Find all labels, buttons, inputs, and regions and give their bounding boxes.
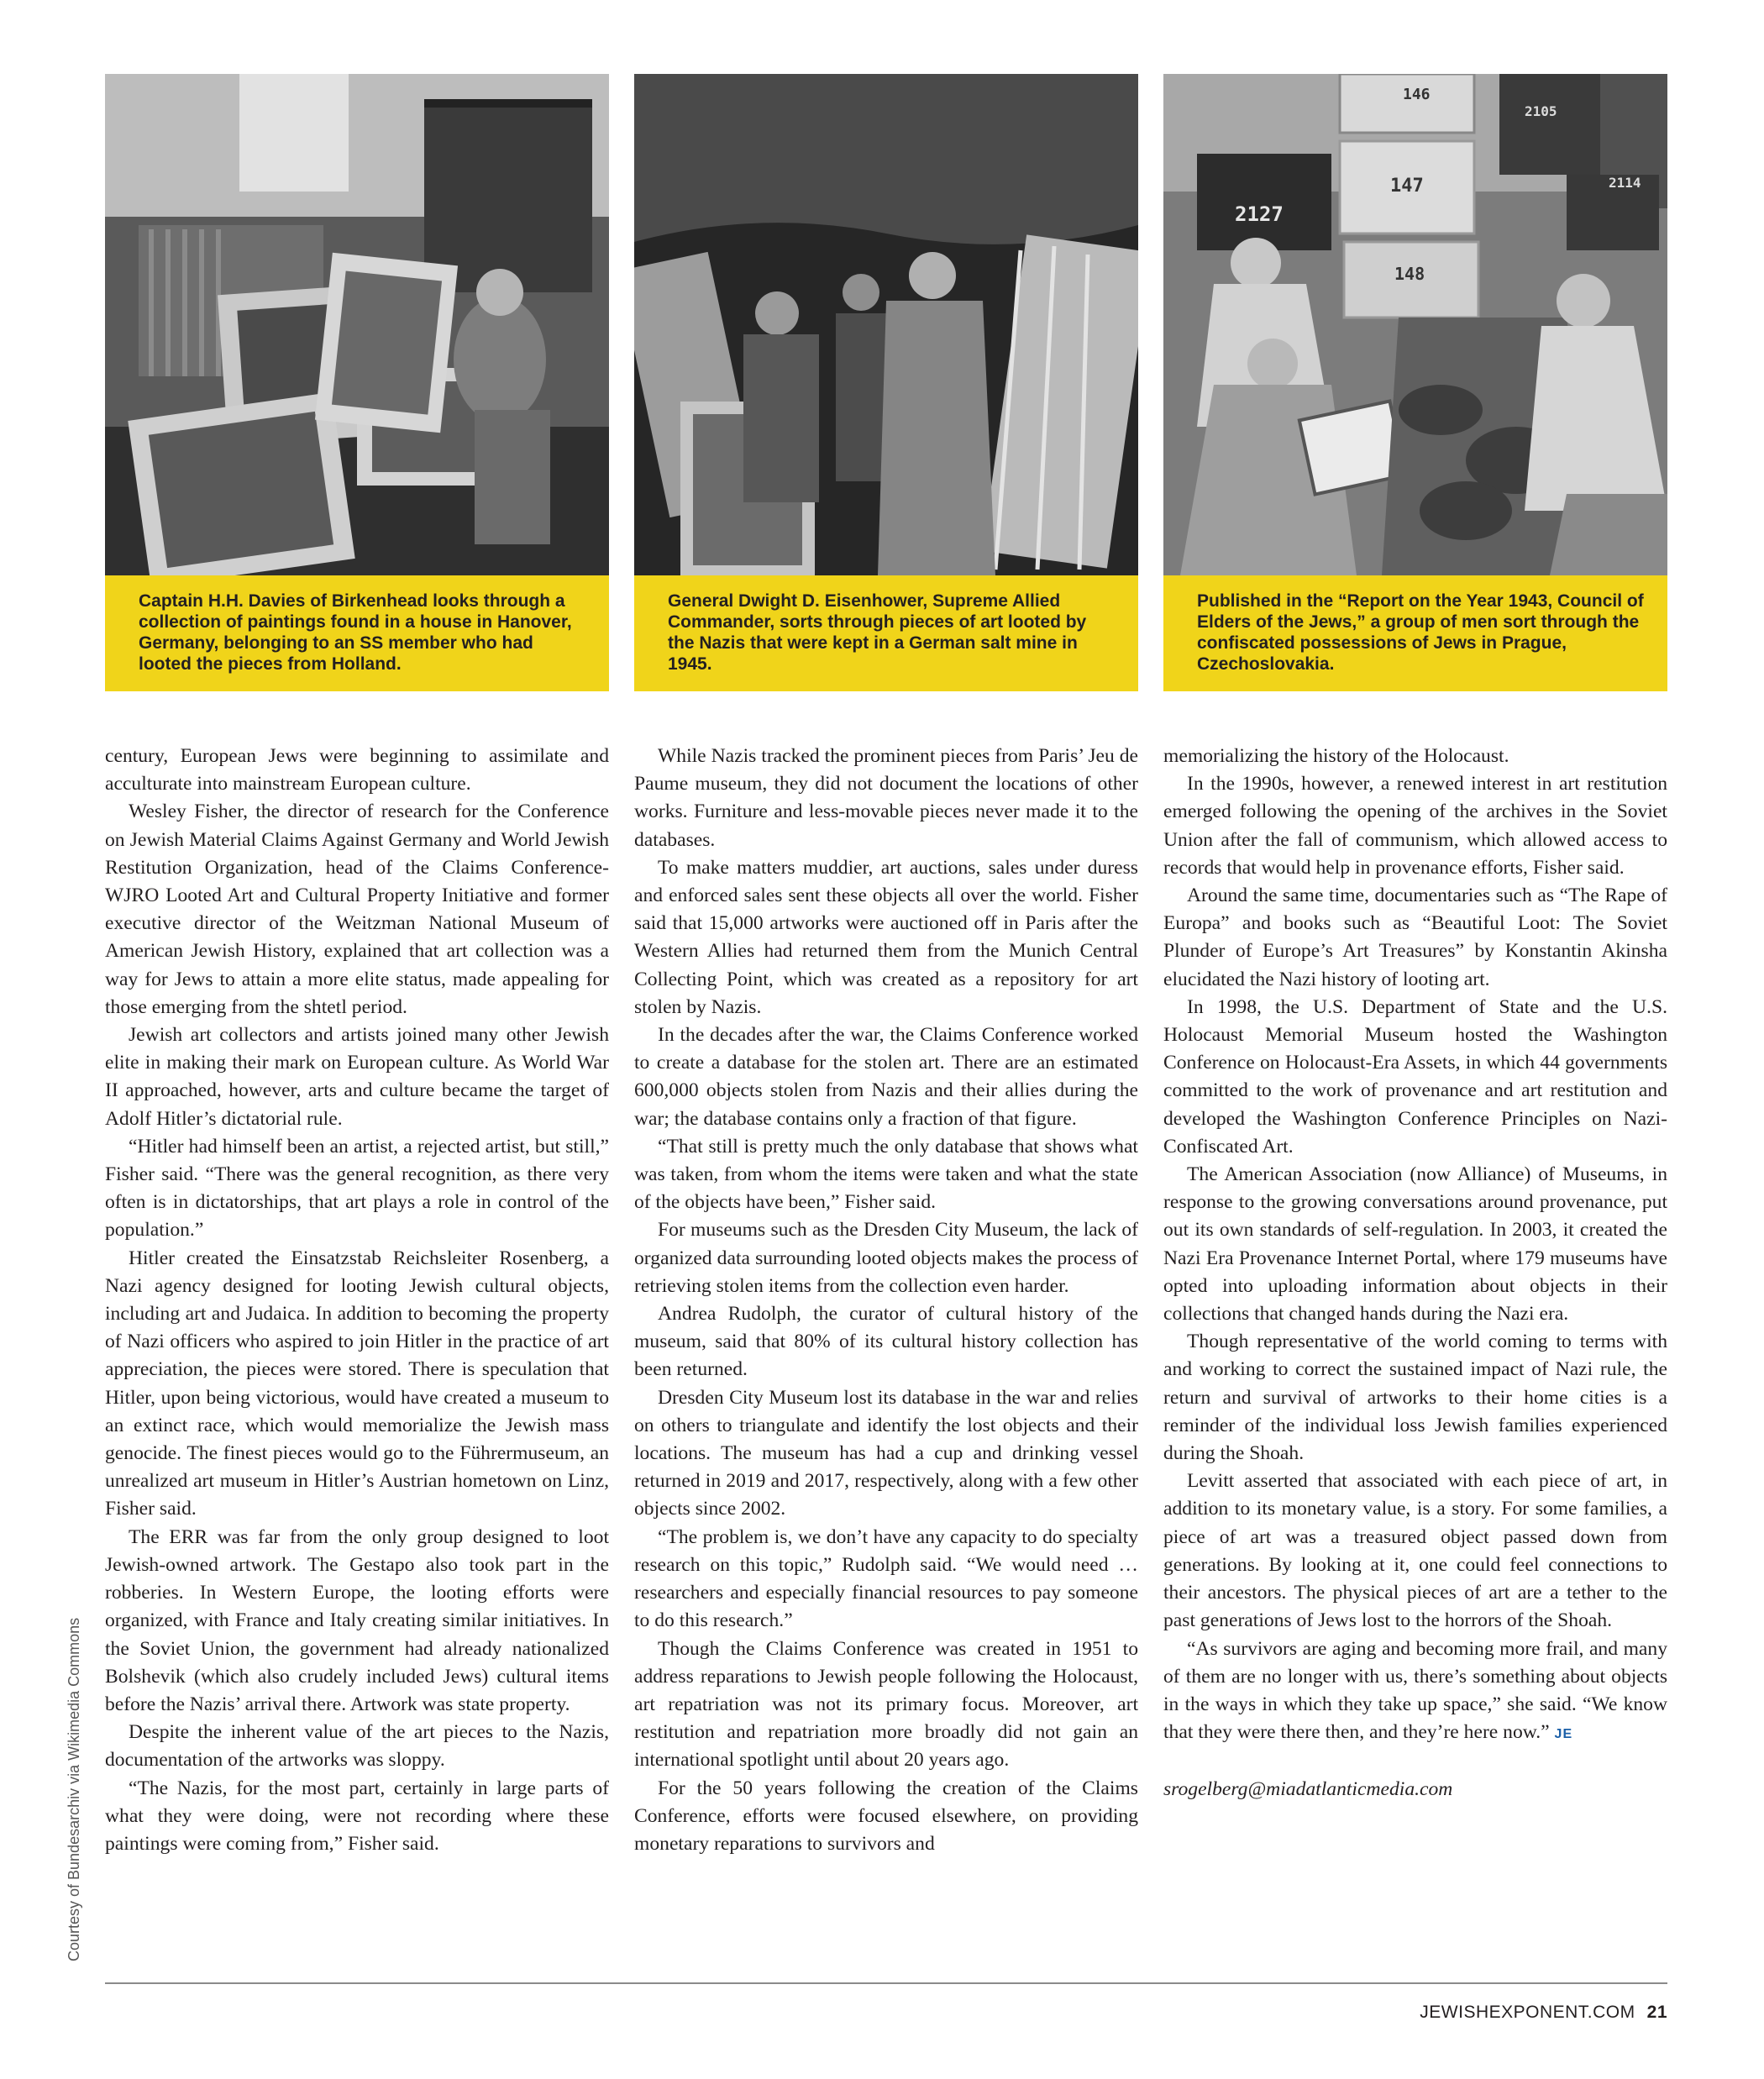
photo-3 <box>1163 74 1667 691</box>
paragraph: In the 1990s, however, a renewed interest in art restitution emerged following the opening of the archives in the Soviet Union after the fall of communism, which allowed access to records that would help in provenance efforts, Fisher said. <box>1163 773 1667 879</box>
paragraph: In 1998, the U.S. Department of State and the U.S. Holocaust Memorial Museum hosted the Washington Conference on Holocaust-Era Assets, in which 44 governments committed to the work of provenance and art restitution and developed the Washington Conference Principles on Nazi-Confiscated Art. <box>1163 995 1667 1158</box>
salt-mine-photo <box>634 74 1138 575</box>
paragraph: While Nazis tracked the prominent pieces from Paris’ Jeu de Paume museum, they did not document the locations of other works. Furniture and less-movable pieces never made it to the databases. <box>634 745 1138 851</box>
column-3 <box>1163 743 1667 1952</box>
paragraph: “The Nazis, for the most part, certainly in large parts of what they were doing, were not recording where these paintings were coming from,” Fisher said. <box>105 1777 609 1855</box>
paragraph: For the 50 years following the creation of the Claims Conference, efforts were focused elsewhere, on providing monetary reparations to survivors and <box>634 1777 1138 1855</box>
photo-credit: Courtesy of Bundesarchiv via Wikimedia Commons <box>66 1617 82 1961</box>
column-2 <box>634 743 1138 1952</box>
paragraph: “Hitler had himself been an artist, a rejected artist, but still,” Fisher said. “There was the general recognition, as there very often is in dictatorships, that art plays a role in control of the population.” <box>105 1135 609 1242</box>
photo-2 <box>634 74 1138 691</box>
last-paragraph <box>1163 1635 1667 1749</box>
photo-1 <box>105 74 609 691</box>
paragraph: In the decades after the war, the Claims Conference worked to create a database for the stolen art. There are an estimated 600,000 objects stolen from Nazis and their allies during the war; the database contains only a fraction of that figure. <box>634 1024 1138 1130</box>
paragraph: “The problem is, we don’t have any capacity to do specialty research on this topic,” Rudolph said. “We would need … researchers and especially financial resources to pay someone to do this research.” <box>634 1525 1138 1632</box>
paragraph: The American Association (now Alliance) of Museums, in response to the growing conversations around provenance, put out its own standards of self-regulation. In 2003, it created the Nazi Era Provenance Internet Portal, where 179 museums have opted into uploading information about objects in their collections that changed hands during the Nazi era. <box>1163 1163 1667 1326</box>
paragraph: Hitler created the Einsatzstab Reichsleiter Rosenberg, a Nazi agency designed for looting Jewish cultural objects, including art and Judaica. In addition to becoming the property of Nazi officers who aspired to join Hitler in the practice of art appreciation, the pieces were stored. There is speculation that Hitler, upon being victorious, would have created a museum to an extinct race, which would memorialize the Jewish mass genocide. The finest pieces would go to the Führermuseum, an unrealized art museum in Hitler’s Austrian hometown on Linz, Fisher said. <box>105 1247 609 1520</box>
crate-number: 2127 <box>1235 202 1284 226</box>
paragraph: Though representative of the world coming to terms with and working to correct the sustained impact of Nazi rule, the return and survival of artworks to their home cities is a reminder of the individual loss Jewish families experienced during the Shoah. <box>1163 1331 1667 1465</box>
photo-caption: Published in the “Report on the Year 1943, Council of Elders of the Jews,” a group of men sort through the confiscated possessions of Jews in Prague, Czechoslovakia. <box>1197 591 1644 674</box>
photo-row <box>105 74 1667 691</box>
paragraph: Despite the inherent value of the art pieces to the Nazis, documentation of the artworks was sloppy. <box>105 1721 609 1772</box>
paragraph: Around the same time, documentaries such as “The Rape of Europa” and books such as “Beautiful Loot: The Soviet Plunder of Europe’s Art Treasures” by Konstantin Akinsha elucidated the Nazi history of looting art. <box>1163 885 1667 990</box>
site-name: JEWISHEXPONENT.COM <box>1420 2003 1635 2022</box>
paragraph: Jewish art collectors and artists joined many other Jewish elite in making their mark on European culture. As World War II approached, however, arts and culture became the target of Adolf Hitler’s dictatorial rule. <box>105 1024 609 1130</box>
page-number: 21 <box>1646 2003 1667 2022</box>
paragraph: century, European Jews were beginning to assimilate and acculturate into mainstream European culture. <box>105 745 609 795</box>
photo-caption: General Dwight D. Eisenhower, Supreme Allied Commander, sorts through pieces of art looted by the Nazis that were kept in a German salt mine in 1945. <box>668 591 1087 674</box>
crate-number: 147 <box>1390 176 1424 197</box>
crates-and-men-photo <box>1163 74 1667 575</box>
crate-number: 146 <box>1403 86 1431 103</box>
crate-number: 148 <box>1394 264 1425 284</box>
footer-divider <box>105 1982 1667 1984</box>
crate-number: 2114 <box>1609 175 1641 191</box>
photo-caption: Captain H.H. Davies of Birkenhead looks through a collection of paintings found in a house in Hanover, Germany, belonging to an SS member who had looted the pieces from Holland. <box>139 591 572 674</box>
paragraph: To make matters muddier, art auctions, sales under duress and enforced sales sent these objects all over the world. Fisher said that 15,000 artworks were auctioned off in Paris after the Western Allies had returned them from the Munich Central Collecting Point, which was created as a repository for art stolen by Nazis. <box>634 856 1138 1018</box>
paragraph: Andrea Rudolph, the curator of cultural history of the museum, said that 80% of its cultural history collection has been returned. <box>634 1303 1138 1381</box>
crate-number: 2105 <box>1525 103 1557 119</box>
paragraph: Though the Claims Conference was created in 1951 to address reparations to Jewish people following the Holocaust, art repatriation was not its primary focus. Moreover, art restitution and repatriation more broadly did not gain an international spotlight until about 20 years ago. <box>634 1637 1138 1772</box>
paragraph: memorializing the history of the Holocaust. <box>1163 745 1509 767</box>
paragraph: Wesley Fisher, the director of research for the Conference on Jewish Material Claims Against Germany and World Jewish Restitution Organization, head of the Claims Conference-WJRO Looted Art and Cultural Property Initiative and former executive director of the Weitzman National Museum of American Jewish History, explained that art collection was a way for Jews to attain a more elite status, made appealing for those emerging from the shtetl period. <box>105 801 609 1018</box>
paragraph: The ERR was far from the only group designed to loot Jewish-owned artwork. The Gestapo also took part in the robberies. In Western Europe, the looting efforts were organized, with France and Italy creating similar initiatives. In the Soviet Union, the government had already nationalized Bolshevik (which also crudely included Jews) cultural items before the Nazis’ arrival there. Artwork was state property. <box>105 1525 609 1715</box>
end-mark: JE <box>1554 1727 1573 1742</box>
article-body <box>105 743 1667 1952</box>
author-email[interactable]: srogelberg@miadatlanticmedia.com <box>1163 1778 1453 1801</box>
paragraph: For museums such as the Dresden City Museum, the lack of organized data surrounding looted objects makes the process of retrieving stolen items from the collection even harder. <box>634 1219 1138 1297</box>
page-footer <box>1420 2003 1667 2023</box>
column-1 <box>105 743 609 1952</box>
paragraph: Levitt asserted that associated with each piece of art, in addition to its monetary value, is a story. For some families, a piece of art was a treasured object passed down from generations. By looking at it, one could feel connections to their ancestors. The physical pieces of art are a tether to the past generations of Jews lost to the horrors of the Shoah. <box>1163 1470 1667 1632</box>
paragraph: Dresden City Museum lost its database in the war and relies on others to triangulate and identify the lost objects and their locations. The museum has had a cup and drinking vessel returned in 2019 and 2017, respectively, along with a few other objects since 2002. <box>634 1386 1138 1520</box>
paintings-in-house-photo <box>105 74 609 575</box>
paragraph: “That still is pretty much the only database that shows what was taken, from whom the items were taken and what the state of the objects have been,” Fisher said. <box>634 1135 1138 1214</box>
paragraph-text: “As survivors are aging and becoming more frail, and many of them are no longer with us, there’s something about objects in the ways in which they take up space,” she said. “We know that they were there then, and they’re here now.” <box>1163 1637 1667 1744</box>
